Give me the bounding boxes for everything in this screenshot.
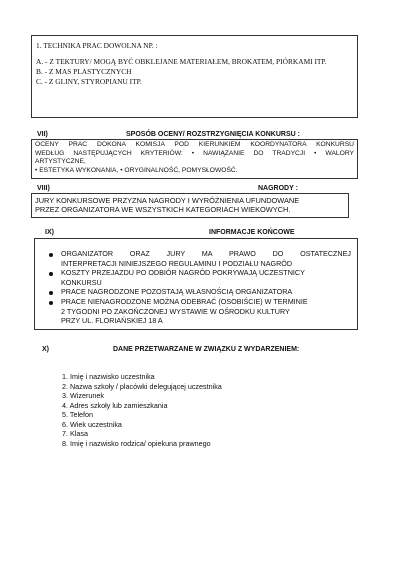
bullet-icon xyxy=(49,272,53,276)
bullet-icon xyxy=(49,301,53,305)
list-item: 3. Wizerunek xyxy=(62,391,104,400)
list-item: 7. Klasa xyxy=(62,429,88,438)
section-ix-box xyxy=(34,238,358,330)
section-ix-line: 2 TYGODNI PO ZAKOŃCZONEJ WYSTAWIE W OŚRODKU KULTURY xyxy=(61,306,290,316)
section-vii-line: ARTYSTYCZNE, xyxy=(35,158,86,165)
section-viii-line: PRZEZ ORGANIZATORA WE WSZYSTKICH KATEGORIACH WIEKOWYCH. xyxy=(35,205,291,214)
list-item: 2. Nazwa szkoły / placówki delegującej uczestnika xyxy=(62,381,222,391)
technique-item: A. - Z TEKTURY/ MOGĄ BYĆ OBKLEJANE MATERIAŁEM, BROKATEM, PIÓRKAMI ITP. xyxy=(36,57,327,66)
section-x-number: X) xyxy=(42,346,49,353)
section-ix-line: PRACE NAGRODZONE POZOSTAJĄ WŁASNOŚCIĄ ORGANIZATORA xyxy=(61,287,293,296)
section-vii-title: SPOSÓB OCENY/ ROZSTRZYGNIĘCIA KONKURSU : xyxy=(126,131,300,138)
section-vii-line: WEDŁUG NASTĘPUJĄCYCH KRYTERIÓW: • NAWIĄZANIE DO TRADYCJI • WALORY xyxy=(35,149,354,157)
section-ix-title: INFORMACJE KOŃCOWE xyxy=(209,229,295,236)
section-ix-number: IX) xyxy=(45,229,54,236)
techniques-box xyxy=(31,35,358,118)
technique-item: B. - Z MAS PLASTYCZNYCH xyxy=(36,67,132,76)
list-item: 1. Imię i nazwisko uczestnika xyxy=(62,372,155,381)
bullet-icon xyxy=(49,291,53,295)
section-x-title: DANE PRZETWARZANE W ZWIĄZKU Z WYDARZENIEM: xyxy=(113,346,300,353)
techniques-heading: 1. TECHNIKA PRAC DOWOLNA NP. : xyxy=(36,41,158,50)
list-item: 4. Adres szkoły lub zamieszkania xyxy=(62,400,168,410)
section-vii-number: VII) xyxy=(37,131,48,138)
section-ix-line: INTERPRETACJI NINIEJSZEGO REGULAMINU I PODZIAŁU NAGRÓD xyxy=(61,258,293,268)
section-ix-line: PRZY UL. FLORIAŃSKIEJ 18 A xyxy=(61,316,163,325)
section-ix-line: PRACE NIENAGRODZONE MOŻNA ODEBRAĆ (OSOBIŚCIE) W TERMINIE xyxy=(61,297,308,306)
section-viii-box xyxy=(31,193,349,218)
section-vii-line: OCENY PRAC DOKONA KOMISJA POD KIERUNKIEM KOORDYNATORA KONKURSU xyxy=(35,141,354,148)
list-item: 6. Wiek uczestnika xyxy=(62,419,122,429)
list-item: 8. Imię i nazwisko rodzica/ opiekuna prawnego xyxy=(62,438,211,448)
section-vii-box xyxy=(31,139,358,179)
section-viii-title: NAGRODY : xyxy=(258,185,298,192)
list-item: 5. Telefon xyxy=(62,410,94,419)
section-ix-line: KONKURSU xyxy=(61,277,102,287)
section-viii-line: JURY KONKURSOWE PRZYZNA NAGRODY I WYRÓŻNIENIA UFUNDOWANE xyxy=(35,196,300,205)
section-viii-number: VIII) xyxy=(37,185,50,192)
section-ix-line: KOSZTY PRZEJAZDU PO ODBIÓR NAGRÓD POKRYWAJĄ UCZESTNICY xyxy=(61,268,305,277)
bullet-icon xyxy=(49,253,53,257)
section-vii-line: • ESTETYKA WYKONANIA, • ORYGINALNOŚĆ, POMYSŁOWOŚĆ. xyxy=(35,167,238,174)
section-ix-line: ORGANIZATOR ORAZ JURY MA PRAWO DO OSTATECZNEJ xyxy=(61,249,351,258)
technique-item: C. - Z GLINY, STYROPIANU ITP. xyxy=(36,77,142,86)
